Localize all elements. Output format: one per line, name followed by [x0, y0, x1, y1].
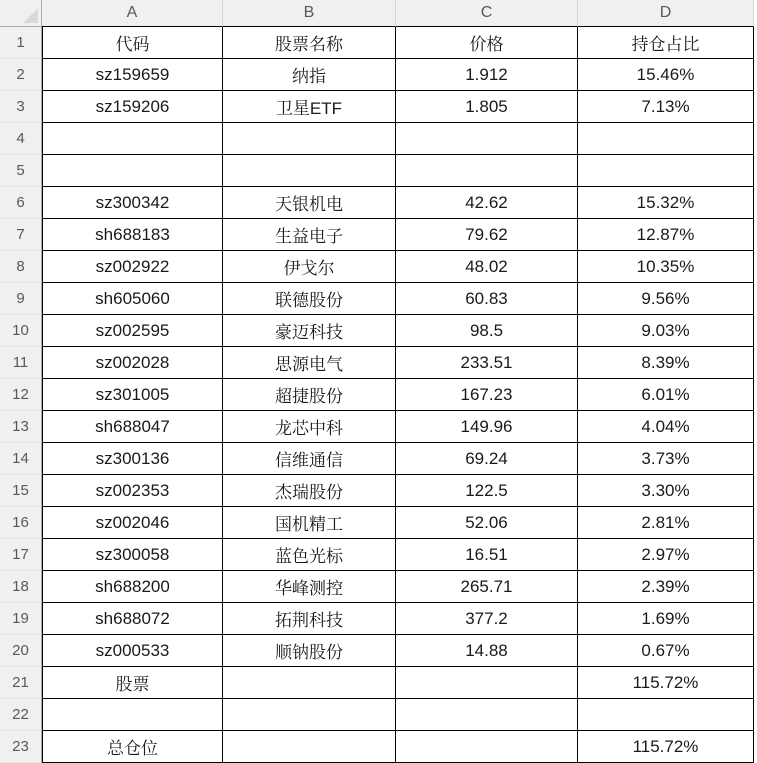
- cell-A13[interactable]: sh688047: [42, 411, 223, 443]
- cell-B19[interactable]: 拓荆科技: [223, 603, 396, 635]
- cell-B13[interactable]: 龙芯中科: [223, 411, 396, 443]
- cell-C1[interactable]: 价格: [396, 27, 578, 59]
- cell-A16[interactable]: sz002046: [42, 507, 223, 539]
- cell-B9[interactable]: 联德股份: [223, 283, 396, 315]
- row-header-8[interactable]: 8: [0, 251, 42, 283]
- row-header-17[interactable]: 17: [0, 539, 42, 571]
- cell-D4[interactable]: [578, 123, 754, 155]
- column-header-C[interactable]: C: [396, 0, 578, 27]
- row-header-2[interactable]: 2: [0, 59, 42, 91]
- cell-C13[interactable]: 149.96: [396, 411, 578, 443]
- cell-A21[interactable]: 股票: [42, 667, 223, 699]
- cell-C20[interactable]: 14.88: [396, 635, 578, 667]
- row-header-7[interactable]: 7: [0, 219, 42, 251]
- row-header-21[interactable]: 21: [0, 667, 42, 699]
- row-header-1[interactable]: 1: [0, 27, 42, 59]
- cell-C17[interactable]: 16.51: [396, 539, 578, 571]
- cell-C11[interactable]: 233.51: [396, 347, 578, 379]
- cell-D14[interactable]: 3.73%: [578, 443, 754, 475]
- row-header-6[interactable]: 6: [0, 187, 42, 219]
- row-header-4[interactable]: 4: [0, 123, 42, 155]
- column-header-D[interactable]: D: [578, 0, 754, 27]
- cell-A1[interactable]: 代码: [42, 27, 223, 59]
- cell-A8[interactable]: sz002922: [42, 251, 223, 283]
- cell-B16[interactable]: 国机精工: [223, 507, 396, 539]
- row-header-12[interactable]: 12: [0, 379, 42, 411]
- cell-A22[interactable]: [42, 699, 223, 731]
- row-header-9[interactable]: 9: [0, 283, 42, 315]
- cell-C4[interactable]: [396, 123, 578, 155]
- row-header-19[interactable]: 19: [0, 603, 42, 635]
- cell-D7[interactable]: 12.87%: [578, 219, 754, 251]
- cell-D2[interactable]: 15.46%: [578, 59, 754, 91]
- cell-C15[interactable]: 122.5: [396, 475, 578, 507]
- cell-B7[interactable]: 生益电子: [223, 219, 396, 251]
- row-header-13[interactable]: 13: [0, 411, 42, 443]
- cell-D9[interactable]: 9.56%: [578, 283, 754, 315]
- row-header-16[interactable]: 16: [0, 507, 42, 539]
- cell-C18[interactable]: 265.71: [396, 571, 578, 603]
- cell-B14[interactable]: 信维通信: [223, 443, 396, 475]
- row-header-11[interactable]: 11: [0, 347, 42, 379]
- cell-A17[interactable]: sz300058: [42, 539, 223, 571]
- cell-A3[interactable]: sz159206: [42, 91, 223, 123]
- cell-D21[interactable]: 115.72%: [578, 667, 754, 699]
- cell-D11[interactable]: 8.39%: [578, 347, 754, 379]
- cell-D15[interactable]: 3.30%: [578, 475, 754, 507]
- select-all-triangle-icon: [23, 8, 38, 23]
- cell-D17[interactable]: 2.97%: [578, 539, 754, 571]
- cell-A6[interactable]: sz300342: [42, 187, 223, 219]
- cell-C3[interactable]: 1.805: [396, 91, 578, 123]
- cell-B3[interactable]: 卫星ETF: [223, 91, 396, 123]
- row-header-15[interactable]: 15: [0, 475, 42, 507]
- cell-D8[interactable]: 10.35%: [578, 251, 754, 283]
- row-header-3[interactable]: 3: [0, 91, 42, 123]
- cell-C6[interactable]: 42.62: [396, 187, 578, 219]
- cell-C22[interactable]: [396, 699, 578, 731]
- cell-A10[interactable]: sz002595: [42, 315, 223, 347]
- row-header-18[interactable]: 18: [0, 571, 42, 603]
- cell-D6[interactable]: 15.32%: [578, 187, 754, 219]
- cell-C5[interactable]: [396, 155, 578, 187]
- cell-A18[interactable]: sh688200: [42, 571, 223, 603]
- cell-B4[interactable]: [223, 123, 396, 155]
- cell-D12[interactable]: 6.01%: [578, 379, 754, 411]
- cell-A12[interactable]: sz301005: [42, 379, 223, 411]
- cell-A14[interactable]: sz300136: [42, 443, 223, 475]
- cell-A9[interactable]: sh605060: [42, 283, 223, 315]
- cell-B8[interactable]: 伊戈尔: [223, 251, 396, 283]
- cell-B10[interactable]: 豪迈科技: [223, 315, 396, 347]
- row-header-10[interactable]: 10: [0, 315, 42, 347]
- cell-B2[interactable]: 纳指: [223, 59, 396, 91]
- cell-A2[interactable]: sz159659: [42, 59, 223, 91]
- cell-C23[interactable]: [396, 731, 578, 763]
- cell-C16[interactable]: 52.06: [396, 507, 578, 539]
- cell-C19[interactable]: 377.2: [396, 603, 578, 635]
- cell-C8[interactable]: 48.02: [396, 251, 578, 283]
- column-header-A[interactable]: A: [42, 0, 223, 27]
- cell-C21[interactable]: [396, 667, 578, 699]
- cell-C7[interactable]: 79.62: [396, 219, 578, 251]
- cell-D18[interactable]: 2.39%: [578, 571, 754, 603]
- cell-D3[interactable]: 7.13%: [578, 91, 754, 123]
- cell-B18[interactable]: 华峰测控: [223, 571, 396, 603]
- cell-A4[interactable]: [42, 123, 223, 155]
- cell-B22[interactable]: [223, 699, 396, 731]
- cell-C10[interactable]: 98.5: [396, 315, 578, 347]
- row-header-5[interactable]: 5: [0, 155, 42, 187]
- cell-D1[interactable]: 持仓占比: [578, 27, 754, 59]
- cell-C9[interactable]: 60.83: [396, 283, 578, 315]
- cell-A15[interactable]: sz002353: [42, 475, 223, 507]
- cell-B1[interactable]: 股票名称: [223, 27, 396, 59]
- row-header-23[interactable]: 23: [0, 731, 42, 763]
- cell-B15[interactable]: 杰瑞股份: [223, 475, 396, 507]
- cell-B11[interactable]: 思源电气: [223, 347, 396, 379]
- cell-A11[interactable]: sz002028: [42, 347, 223, 379]
- cell-A5[interactable]: [42, 155, 223, 187]
- cell-D23[interactable]: 115.72%: [578, 731, 754, 763]
- cell-D5[interactable]: [578, 155, 754, 187]
- column-header-B[interactable]: B: [223, 0, 396, 27]
- cell-B21[interactable]: [223, 667, 396, 699]
- cell-B23[interactable]: [223, 731, 396, 763]
- row-header-20[interactable]: 20: [0, 635, 42, 667]
- cell-B6[interactable]: 天银机电: [223, 187, 396, 219]
- cell-C2[interactable]: 1.912: [396, 59, 578, 91]
- cell-D19[interactable]: 1.69%: [578, 603, 754, 635]
- cell-A20[interactable]: sz000533: [42, 635, 223, 667]
- cell-B20[interactable]: 顺钠股份: [223, 635, 396, 667]
- cell-D22[interactable]: [578, 699, 754, 731]
- cell-D16[interactable]: 2.81%: [578, 507, 754, 539]
- select-all-corner[interactable]: [0, 0, 42, 27]
- cell-B12[interactable]: 超捷股份: [223, 379, 396, 411]
- cell-C14[interactable]: 69.24: [396, 443, 578, 475]
- cell-C12[interactable]: 167.23: [396, 379, 578, 411]
- row-header-14[interactable]: 14: [0, 443, 42, 475]
- cell-D13[interactable]: 4.04%: [578, 411, 754, 443]
- row-header-22[interactable]: 22: [0, 699, 42, 731]
- cell-D10[interactable]: 9.03%: [578, 315, 754, 347]
- cell-B17[interactable]: 蓝色光标: [223, 539, 396, 571]
- cell-A23[interactable]: 总仓位: [42, 731, 223, 763]
- cell-A7[interactable]: sh688183: [42, 219, 223, 251]
- cell-B5[interactable]: [223, 155, 396, 187]
- cell-D20[interactable]: 0.67%: [578, 635, 754, 667]
- cell-A19[interactable]: sh688072: [42, 603, 223, 635]
